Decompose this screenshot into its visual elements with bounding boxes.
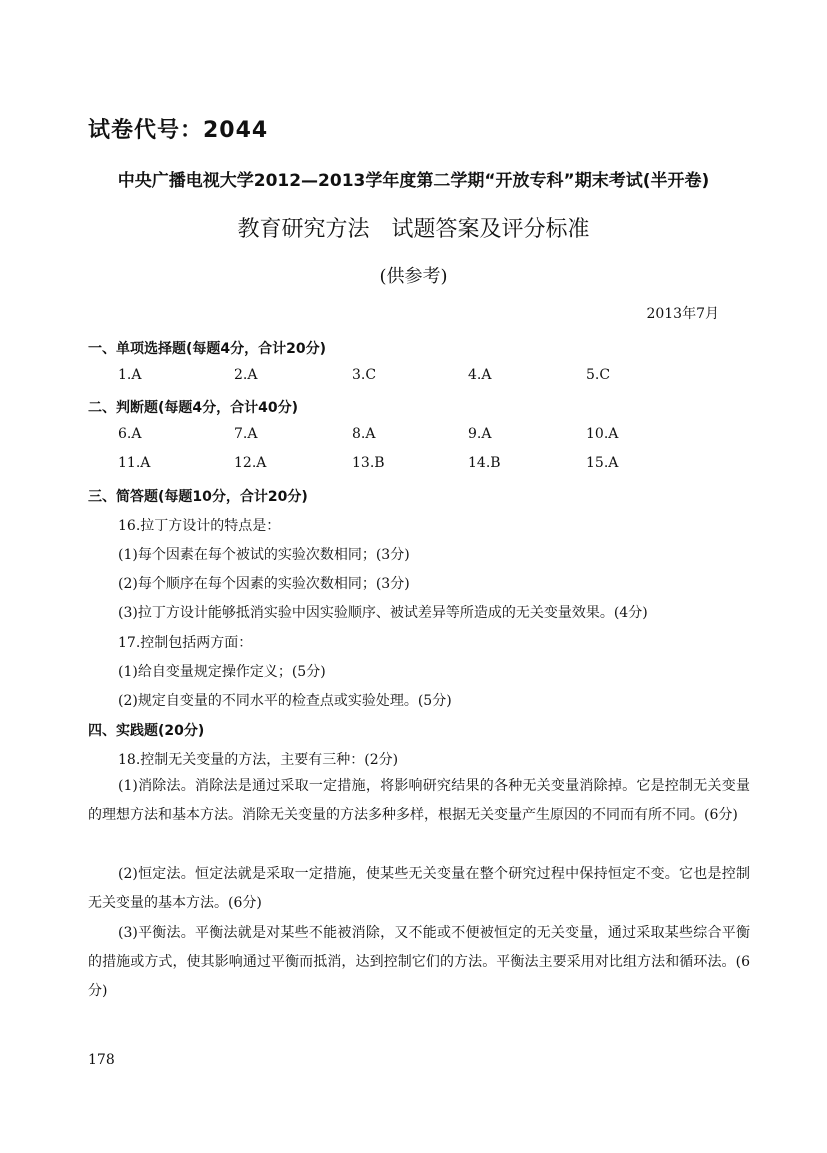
reference-note: (供参考): [379, 266, 448, 287]
section-heading-2: 二、判断题(每题4分，合计40分): [88, 400, 299, 416]
answer-4: 4.A: [468, 367, 492, 383]
exam-title: 中央广播电视大学2012—2013学年度第二学期“开放专科”期末考试(半开卷): [117, 171, 710, 191]
answer-15: 15.A: [586, 455, 619, 471]
section-heading-3: 三、简答题(每题10分，合计20分): [88, 489, 308, 505]
section-heading-1: 一、单项选择题(每题4分，合计20分): [88, 341, 327, 357]
q16-point-2: (2)每个顺序在每个因素的实验次数相同；(3分): [118, 576, 410, 592]
answer-6: 6.A: [118, 426, 142, 442]
answer-3: 3.C: [352, 367, 377, 383]
answer-7: 7.A: [234, 426, 258, 442]
answer-13: 13.B: [352, 455, 385, 471]
answer-8: 8.A: [352, 426, 376, 442]
q18-intro: 18.控制无关变量的方法，主要有三种：(2分): [118, 752, 399, 768]
answer-2: 2.A: [234, 367, 258, 383]
answer-5: 5.C: [586, 367, 611, 383]
answer-1: 1.A: [118, 367, 142, 383]
answer-9: 9.A: [468, 426, 492, 442]
q18-paragraph-3: (3)平衡法。平衡法就是对某些不能被消除，又不能或不便被恒定的无关变量，通过采取某些综合平衡的措施或方式，使其影响通过平衡而抵消，达到控制它们的方法。平衡法主要采用对比组方法和循环法。(6分): [88, 925, 750, 999]
q16-point-3: (3)拉丁方设计能够抵消实验中因实验顺序、被试差异等所造成的无关变量效果。(4分): [118, 605, 648, 621]
q16-point-1: (1)每个因素在每个被试的实验次数相同；(3分): [118, 547, 410, 563]
q17-point-1: (1)给自变量规定操作定义；(5分): [118, 664, 326, 680]
q17-point-2: (2)规定自变量的不同水平的检查点或实验处理。(5分): [118, 693, 452, 709]
answer-10: 10.A: [586, 426, 619, 442]
page-number: 178: [88, 1052, 115, 1068]
q18-paragraph-1: (1)消除法。消除法是通过采取一定措施，将影响研究结果的各种无关变量消除掉。它是控制无关变量的理想方法和基本方法。消除无关变量的方法多种多样，根据无关变量产生原因的不同而有所不同。(6分): [88, 778, 750, 823]
answer-12: 12.A: [234, 455, 267, 471]
paper-code: 试卷代号：2044: [88, 118, 269, 143]
subject-title: 教育研究方法 试题答案及评分标准: [237, 217, 590, 242]
section-heading-4: 四、实践题(20分): [88, 723, 205, 739]
q16-intro: 16.拉丁方设计的特点是：: [118, 518, 281, 534]
answer-11: 11.A: [118, 455, 151, 471]
q17-intro: 17.控制包括两方面：: [118, 635, 253, 651]
q18-paragraph-2: (2)恒定法。恒定法就是采取一定措施，使某些无关变量在整个研究过程中保持恒定不变。它也是控制无关变量的基本方法。(6分): [88, 866, 750, 911]
exam-date: 2013年7月: [646, 306, 719, 322]
answer-14: 14.B: [468, 455, 501, 471]
